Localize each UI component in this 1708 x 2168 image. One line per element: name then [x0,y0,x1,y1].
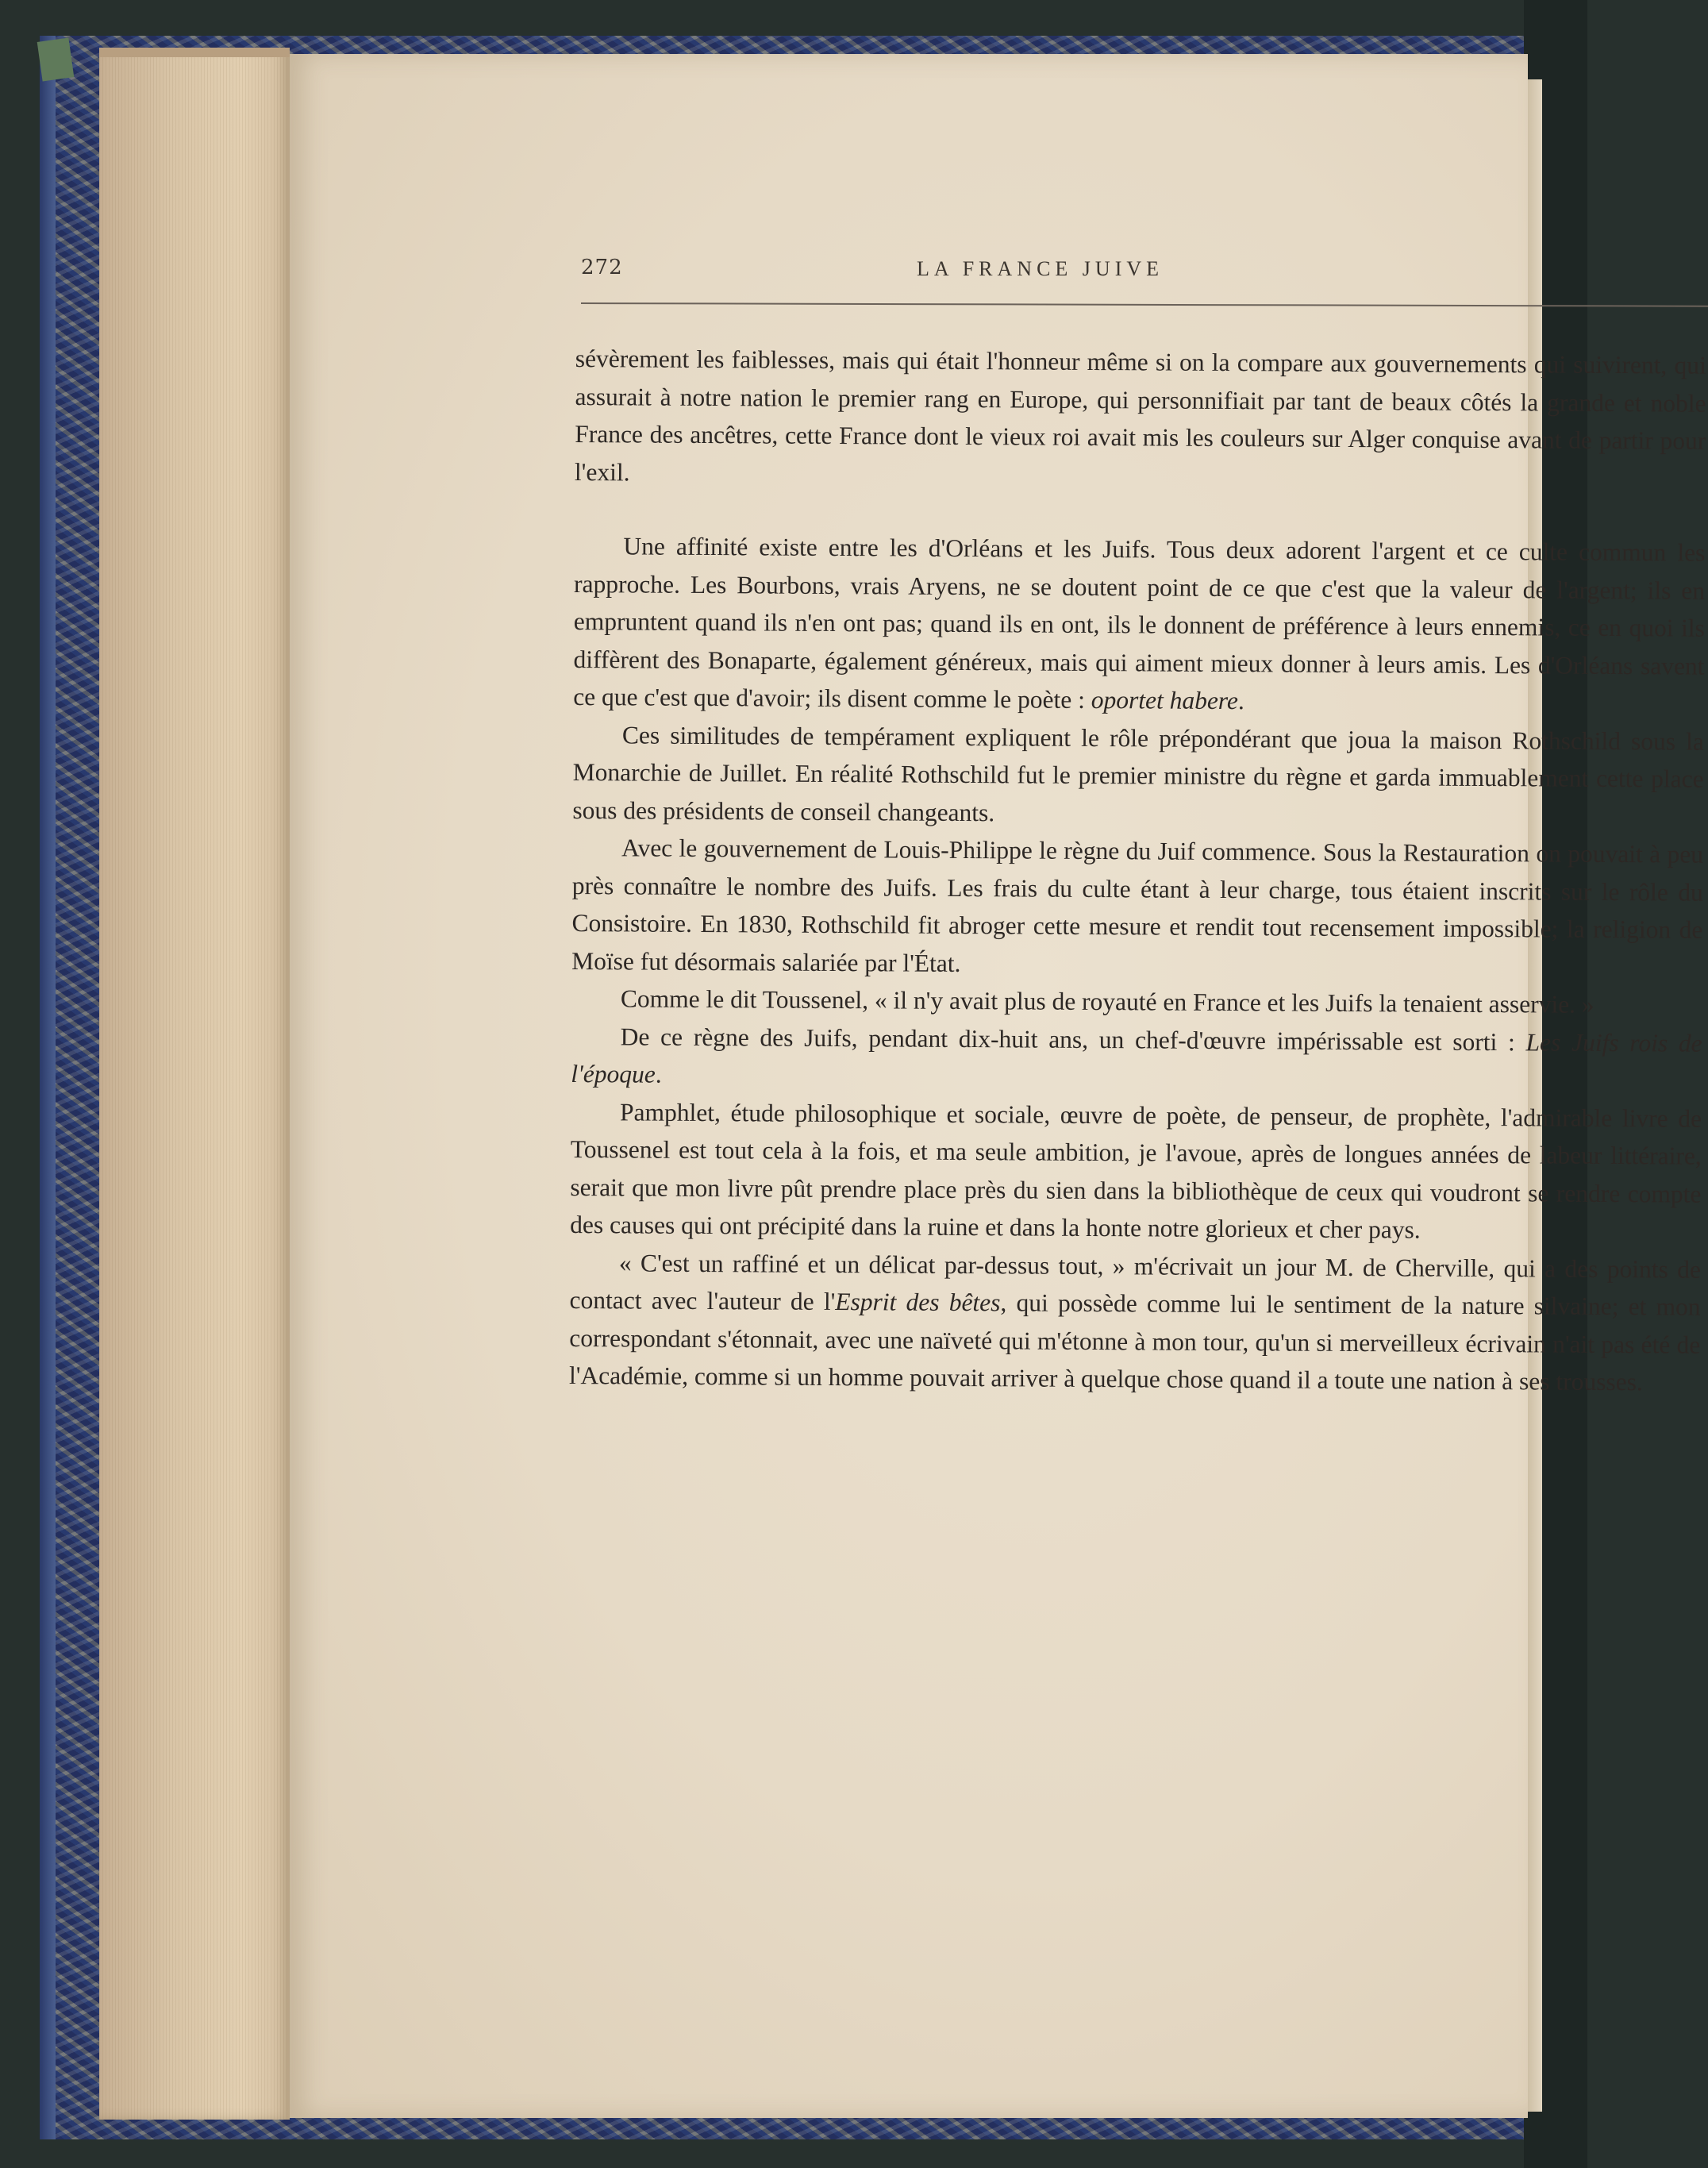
paragraph: Pamphlet, étude philosophique et sociale, œuvre de poète, de penseur, de prophète, l'admirable livre de Toussenel est tout cela à la fois, et ma seule ambition, je l'avoue, après de longues années de labeur littéraire, serait que mon livre pût prendre place près du sien dans la bibliothèque de ceux qui voudront se rendre compte des causes qui ont précipité dans la ruine et dans la honte notre glorieux et cher pays. [570,1097,1702,1244]
page-number: 272 [581,256,623,279]
paragraph: « C'est un raffiné et un délicat par-dessus tout, » m'écrivait un jour M. de Cherville, qui a des points de contact avec l'auteur de l'Esprit des bêtes, qui possède comme lui le sentiment de la nature silvaine; et mon correspondant s'étonnait, avec une naïveté qui m'étonne à mon tour, qu'un si merveilleux écrivain n'ait pas été de l'Académie, comme si un homme pouvait arriver à quelque chose quand il a toute une nation à ses trousses. [568,1248,1701,1396]
italic-quote: oportet habere [1091,685,1239,715]
paragraph: Ces similitudes de tempérament expliquent le rôle prépondérant que joua la maison Rothschild sous la Monarchie de Juillet. En réalité Rothschild fut le premier ministre du règne et garda immuablement cette place sous des présidents de conseil changeants. [572,720,1705,826]
paragraph: sévèrement les faiblesses, mais qui était l'honneur même si on la compare aux gouvernements qui suivirent, qui assurait à notre nation le premier rang en Europe, qui personnifiait par tant de beaux côtés la grande et noble France des ancêtres, cette France dont le vieux roi avait mis les couleurs sur Alger conquise avant de partir pour l'exil. [574,344,1706,486]
book-title: Les Juifs rois de l'époque [571,1027,1702,1088]
running-title: LA FRANCE JUIVE [917,257,1164,280]
paragraph: De ce règne des Juifs, pendant dix-huit ans, un chef-d'œuvre impérissable est sorti : Les Juifs rois de l'époque. [571,1022,1702,1088]
book-title: Esprit des bêtes [835,1288,1001,1317]
page-block-top [99,48,290,57]
page-block-edge [99,48,290,2120]
cover-edge [40,36,56,2139]
book-page [290,54,1706,2118]
paragraph: Avec le gouvernement de Louis-Philippe le règne du Juif commence. Sous la Restauration on pouvait à peu près connaître le nombre des Juifs. Les frais du culte étant à leur charge, tous étaient inscrits sur le rôle du Consistoire. En 1830, Rothschild fit abroger cette mesure et rendit tout recensement impossible; la religion de Moïse fut désormais salariée par l'État. [571,834,1704,977]
running-head [290,256,1528,303]
paragraph: Comme le dit Toussenel, « il n'y avait plus de royauté en France et les Juifs la tenaient asservie. » [620,984,1595,1019]
paragraph: Une affinité existe entre les d'Orléans et les Juifs. Tous deux adorent l'argent et ce culte commun les rapproche. Les Bourbons, vrais Aryens, ne se doutent point de ce que c'est que la valeur de l'argent; ils en empruntent quand ils n'en ont pas; quand ils en ont, ils le donnent de préférence à leurs ennemis, ce en quoi ils diffèrent des Bonaparte, également généreux, mais qui aiment mieux donner à leurs amis. Les d'Orléans savent ce que c'est que d'avoir; ils disent comme le poète : oportet habere. [573,532,1706,715]
body-text [566,340,1706,1950]
corner-tab [37,37,75,81]
